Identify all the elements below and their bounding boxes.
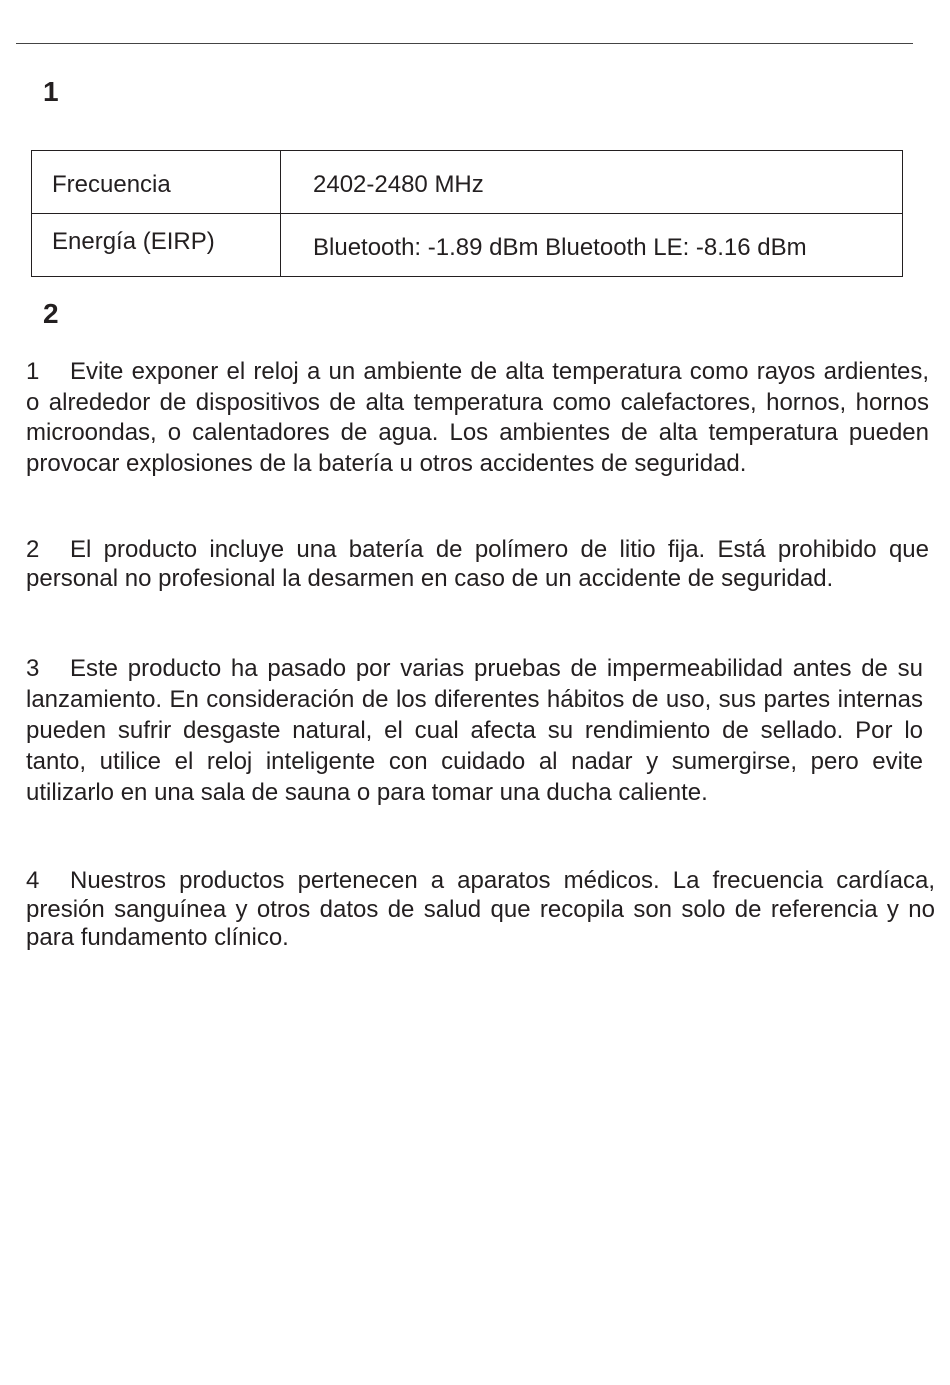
spec-value-power: Bluetooth: -1.89 dBm Bluetooth LE: -8.16 dBm <box>281 214 903 277</box>
safety-note-number: 4 <box>26 867 40 894</box>
spec-label-power: Energía (EIRP) <box>32 214 281 277</box>
table-row <box>32 214 903 277</box>
safety-note-text: Nuestros productos pertenecen a aparatos médicos. La frecuencia cardíaca, presión sanguínea y otros datos de salud que recopila son solo de referencia y no para fundamento clínico. <box>26 867 935 951</box>
safety-note-number: 2 <box>26 536 40 563</box>
safety-note <box>26 535 929 593</box>
safety-note <box>26 357 929 479</box>
spec-label-frequency: Frecuencia <box>32 151 281 214</box>
safety-note-number: 3 <box>26 655 40 682</box>
safety-note-text: Este producto ha pasado por varias pruebas de impermeabilidad antes de su lanzamiento. En consideración de los diferentes hábitos de uso, sus partes internas pueden sufrir desgaste natural, el cual afecta su rendimiento de sellado. Por lo tanto, utilice el reloj inteligente con cuidado al nadar y sumergirse, pero evite utilizarlo en una sala de sauna o para tomar una ducha caliente. <box>26 655 923 806</box>
safety-note-text: Evite exponer el reloj a un ambiente de alta temperatura como rayos ardientes, o alrededor de dispositivos de alta temperatura como calefactores, hornos, hornos microondas, o calentadores de agua. Los ambientes de alta temperatura pueden provocar explosiones de la batería u otros accidentes de seguridad. <box>26 358 929 477</box>
spec-value-frequency: 2402-2480 MHz <box>281 151 903 214</box>
safety-note-text: El producto incluye una batería de polímero de litio fija. Está prohibido que personal no profesional la desarmen en caso de un accidente de seguridad. <box>26 536 929 592</box>
top-divider <box>16 43 913 44</box>
section-number-1: 1 <box>43 76 59 107</box>
table-row <box>32 151 903 214</box>
section-number-2: 2 <box>43 298 59 329</box>
safety-note-number: 1 <box>26 358 40 385</box>
spec-table <box>31 150 903 277</box>
safety-note <box>26 653 923 808</box>
safety-note <box>26 867 935 953</box>
